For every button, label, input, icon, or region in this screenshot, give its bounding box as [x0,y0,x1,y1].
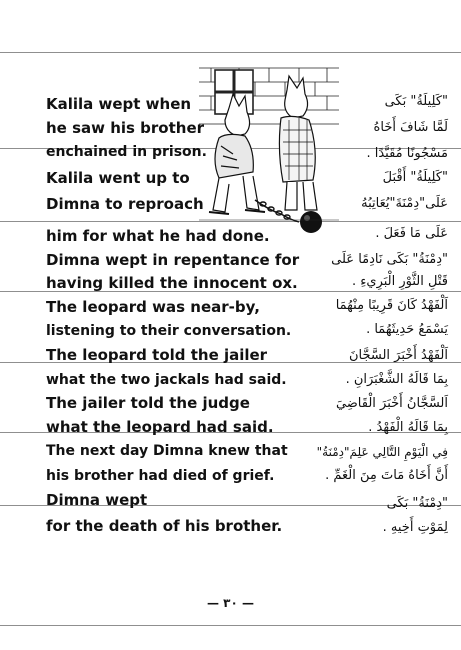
english-line-9: The leopard was near-by, [46,298,260,316]
arabic-column [280,0,448,650]
english-line-6: him for what he had done. [46,227,270,245]
english-line-16: his brother had died of grief. [46,468,275,484]
arabic-line-12: بِمَا قَالَهُ الشَّغْبَرَانِ . [345,372,448,387]
english-line-1: Kalila wept when [46,95,192,113]
english-line-10: listening to their conversation. [46,323,292,339]
english-line-17: Dimna wept [46,491,148,509]
english-line-4: Kalila went up to [46,169,190,187]
english-line-8: having killed the innocent ox. [46,274,298,292]
english-line-12: what the two jackals had said. [46,372,287,388]
english-line-11: The leopard told the jailer [46,346,268,364]
english-line-5: Dimna to reproach [46,195,204,213]
english-line-15: The next day Dimna knew that [46,443,288,459]
arabic-line-6: عَلَى مَا فَعَلَ . [375,226,448,241]
arabic-line-14: بِمَا قَالَهُ الْفَهْدُ . [368,420,448,435]
arabic-line-3: مَسْجُونًا مُقَيَّدًا . [366,146,448,161]
english-line-18: for the death of his brother. [46,517,283,535]
arabic-line-13: اَلسَّجَّانُ أَخْبَرَ الْقَاضِيَ [335,396,448,411]
arabic-line-11: اَلْفَهْدُ أَخْبَرَ السَّجَّانَ [348,348,448,363]
arabic-line-2: لَمَّا شَافَ أَخَاهُ [373,120,448,135]
arabic-line-4: "كَلِيلَةُ" أَقْبَلَ [382,170,448,185]
english-line-3: enchained in prison. [46,144,207,160]
arabic-line-10: يَسْمَعُ حَدِيثَهُمَا . [366,322,448,337]
arabic-line-18: لِمَوْتِ أَخِيهِ . [382,520,448,535]
arabic-line-7: "دِمْنَةُ" بَكَى نَادِمًا عَلَى [331,252,448,267]
arabic-line-16: أَنَّ أَخَاهُ مَاتَ مِنَ الْغَمِّ . [325,468,448,483]
english-line-13: The jailer told the judge [46,394,250,412]
arabic-line-9: اَلْفَهْدُ كَانَ قَرِيبًا مِنْهُمَا [335,298,448,313]
arabic-line-1: "كَلِيلَةُ" بَكَى [384,94,448,109]
arabic-line-15: فِي الْيَوْمِ التَّالِي عَلِمَ"دِمْنَةُ" [316,445,448,459]
arabic-line-5: عَلَى"دِمْنَةَ"يُعَاتِبُهُ [361,196,448,211]
english-line-7: Dimna wept in repentance for [46,251,300,269]
english-line-14: what the leopard had said. [46,418,274,436]
english-line-2: he saw his brother [46,119,205,137]
page-number: — ٣٠ — [206,596,255,610]
arabic-line-8: قَتْلِ الثَّوْرِ الْبَرِيءِ . [352,274,448,289]
arabic-line-17: "دِمْنَةُ" بَكَى [386,496,448,511]
